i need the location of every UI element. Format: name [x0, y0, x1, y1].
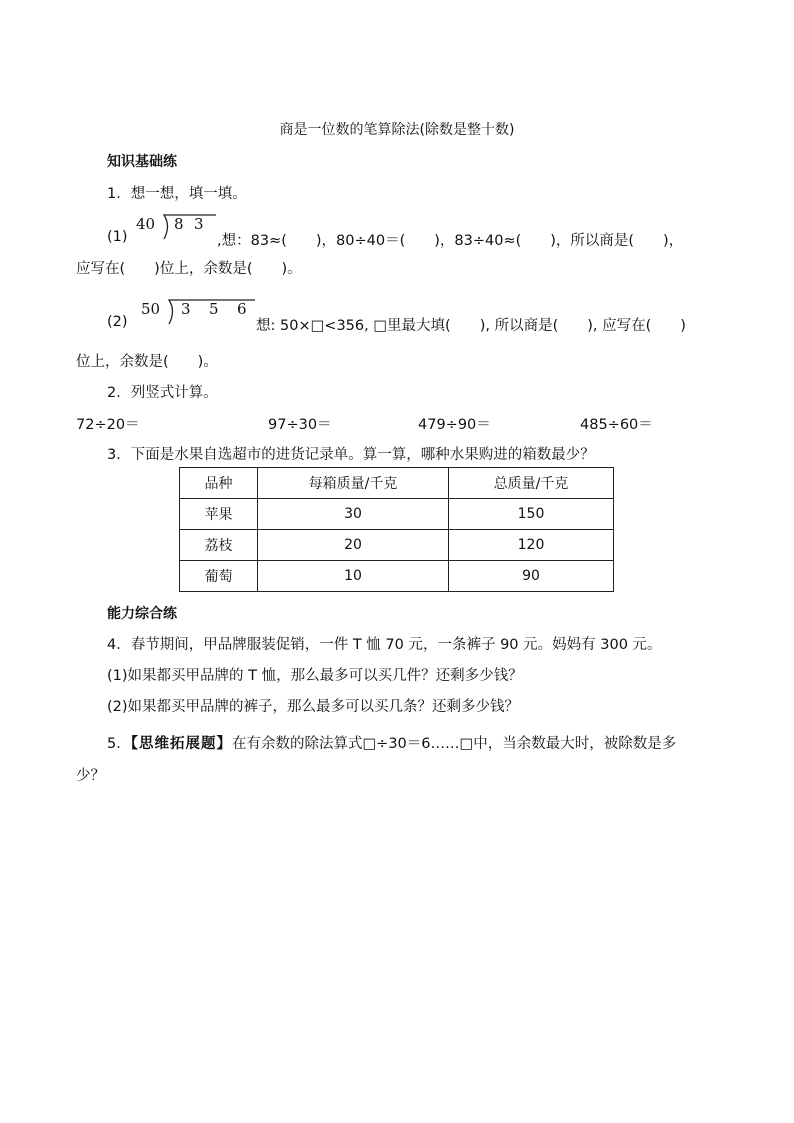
expression: 97÷30＝ [268, 417, 332, 433]
long-division-50-into-356 [141, 298, 257, 326]
table-cell: 90 [449, 561, 614, 592]
fruit-purchase-table [179, 467, 614, 592]
column-header: 品种 [180, 468, 258, 499]
page-title: 商是一位数的笔算除法(除数是整十数) [279, 122, 515, 138]
column-header: 每箱质量/千克 [258, 468, 449, 499]
table-cell: 150 [449, 499, 614, 530]
table-cell: 葡萄 [180, 561, 258, 592]
long-division-40-into-83 [136, 213, 218, 241]
question-1-part-2-line-1: 想: 50×□<356, □里最大填( ), 所以商是( ), 应写在( ) [256, 318, 686, 334]
table-cell: 30 [258, 499, 449, 530]
table-cell: 苹果 [180, 499, 258, 530]
question-1-part-1-line-2: 应写在( )位上，余数是( )。 [76, 261, 302, 277]
table-row [180, 530, 614, 561]
question-1-part-1-line-1: ,想：83≈( )，80÷40＝( )，83÷40≈( )，所以商是( )， [217, 233, 684, 249]
question-5-label: 【思维拓展题】 [130, 736, 232, 752]
question-1-stem: 1．想一想，填一填。 [107, 186, 247, 202]
question-5-line-1 [107, 732, 676, 753]
question-4-sub-2: (2)如果都买甲品牌的裤子，那么最多可以买几条？还剩多少钱？ [107, 699, 520, 715]
question-1-part-2-line-2: 位上，余数是( )。 [76, 354, 218, 370]
section-heading-ability: 能力综合练 [107, 606, 177, 622]
dividend-digit: 8 [174, 215, 184, 233]
table-header-row [180, 468, 614, 499]
question-2-stem: 2．列竖式计算。 [107, 385, 218, 401]
divisor: 50 [141, 300, 161, 318]
question-1-part-2-number: (2) [107, 314, 128, 330]
dividend-digit: 5 [209, 300, 219, 318]
section-heading-basic: 知识基础练 [107, 154, 177, 170]
question-4-sub-1: (1)如果都买甲品牌的 T 恤，那么最多可以买几件？还剩多少钱？ [107, 668, 523, 684]
question-4-stem: 4．春节期间，甲品牌服装促销，一件 T 恤 70 元，一条裤子 90 元。妈妈有 300 元。 [107, 637, 662, 653]
question-5-line-2: 少？ [76, 768, 105, 784]
question-5-number: 5． [107, 736, 131, 752]
dividend-digit: 6 [237, 300, 247, 318]
question-5-text: 在有余数的除法算式□÷30＝6……□中，当余数最大时，被除数是多 [231, 736, 677, 752]
dividend-digit: 3 [194, 215, 204, 233]
division-bracket-icon [158, 213, 218, 241]
table-cell: 荔枝 [180, 530, 258, 561]
table-row [180, 561, 614, 592]
divisor: 40 [136, 215, 156, 233]
column-header: 总质量/千克 [449, 468, 614, 499]
expression: 479÷90＝ [418, 417, 491, 433]
expression: 485÷60＝ [580, 417, 653, 433]
question-3-stem: 3．下面是水果自选超市的进货记录单。算一算，哪种水果购进的箱数最少？ [107, 447, 595, 463]
table-cell: 20 [258, 530, 449, 561]
table-cell: 120 [449, 530, 614, 561]
table-cell: 10 [258, 561, 449, 592]
table-row [180, 499, 614, 530]
question-1-part-1-number: (1) [107, 229, 128, 245]
expression: 72÷20＝ [76, 417, 140, 433]
dividend-digit: 3 [181, 300, 191, 318]
